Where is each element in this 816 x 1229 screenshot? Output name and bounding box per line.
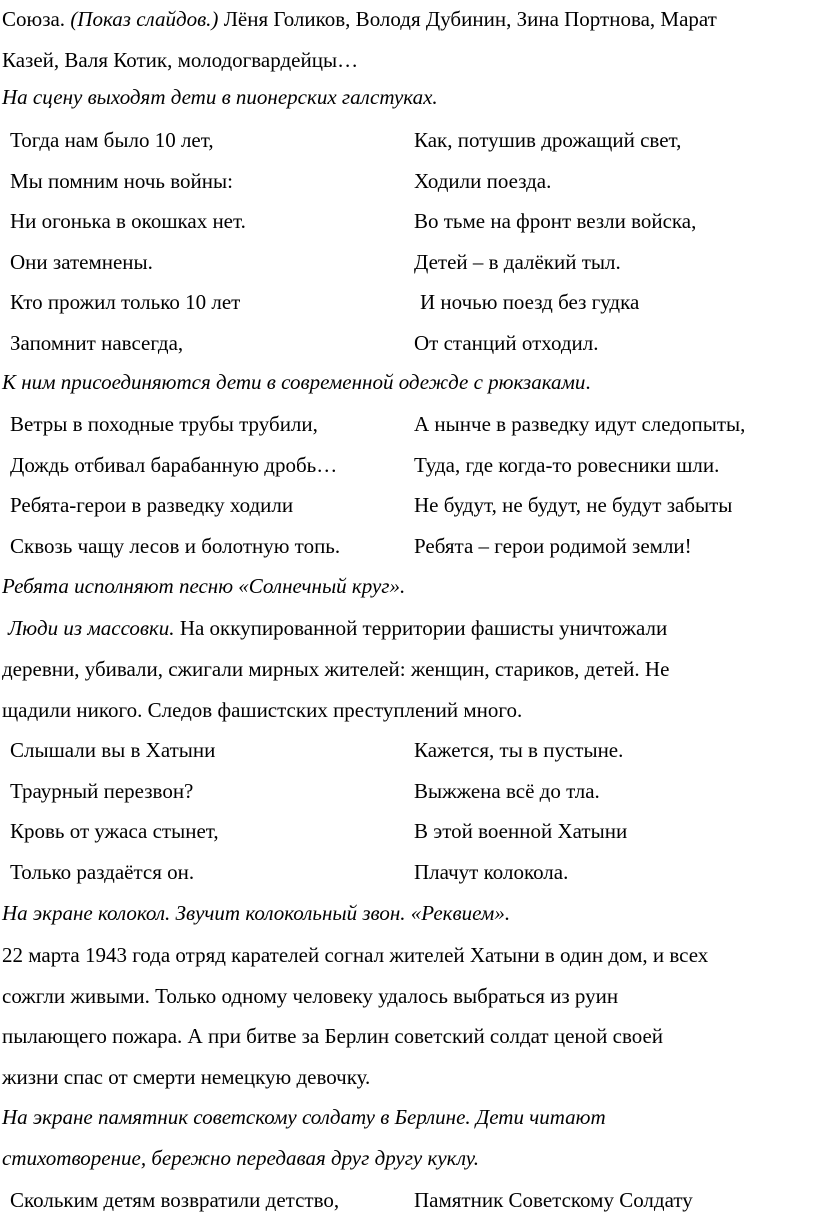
poem3-row — [0, 859, 816, 885]
intro-line-1 — [2, 6, 816, 32]
poem3-row — [0, 818, 816, 844]
poem1-right-line: От станций отходил. — [414, 331, 599, 355]
poem4-right-line: Памятник Советскому Солдату — [414, 1188, 693, 1212]
poem1-right-line: Детей – в далёкий тыл. — [414, 250, 621, 274]
stage-direction-1: На сцену выходят дети в пионерских галстуках. — [2, 85, 438, 109]
crowd-speaker: Люди из массовки. — [8, 616, 175, 640]
poem1-left-line: Они затемнены. — [10, 250, 153, 274]
poem3-right-line: Плачут колокола. — [414, 860, 569, 884]
poem2-row — [0, 492, 816, 518]
poem1-row — [0, 330, 816, 356]
poem3-left-line: Траурный перезвон? — [10, 779, 194, 803]
poem1-left-line: Ни огонька в окошках нет. — [10, 209, 246, 233]
poem1-row — [0, 168, 816, 194]
poem4-left-line: Скольким детям возвратили детство, — [10, 1188, 340, 1212]
poem3-right-line: Выжжена всё до тла. — [414, 779, 600, 803]
poem3-left-line: Слышали вы в Хатыни — [10, 738, 216, 762]
poem3-right-line: Кажется, ты в пустыне. — [414, 738, 624, 762]
intro-line-1-rest: Лёня Голиков, Володя Дубинин, Зина Портнова, Марат — [218, 7, 717, 31]
poem2-right-line: Ребята – герои родимой земли! — [414, 534, 692, 558]
poem3-right-line: В этой военной Хатыни — [414, 819, 628, 843]
poem1-right-line: Во тьме на фронт везли войска, — [414, 209, 697, 233]
poem1-right-line: Ходили поезда. — [414, 169, 552, 193]
poem1-row — [0, 249, 816, 275]
poem1-right-line: И ночью поезд без гудка — [420, 290, 640, 314]
poem2-left-line: Дождь отбивал барабанную дробь… — [10, 453, 338, 477]
poem3-row — [0, 737, 816, 763]
poem2-right-line: Не будут, не будут, не будут забыты — [414, 493, 733, 517]
poem3-left-line: Только раздаётся он. — [10, 860, 195, 884]
poem1-left-line: Мы помним ночь войны: — [10, 169, 233, 193]
poem1-row — [0, 127, 816, 153]
poem1-row — [0, 208, 816, 234]
poem1-right-line: Как, потушив дрожащий свет, — [414, 128, 682, 152]
crowd-line-1 — [8, 615, 816, 641]
poem3-left-line: Кровь от ужаса стынет, — [10, 819, 219, 843]
poem2-left-line: Ветры в походные трубы трубили, — [10, 412, 318, 436]
poem1-row — [0, 289, 816, 315]
crowd-line-1-rest: На оккупированной территории фашисты уничтожали — [174, 616, 668, 640]
stage-direction-4: На экране колокол. Звучит колокольный звон. «Реквием». — [2, 901, 511, 925]
poem2-row — [0, 411, 816, 437]
poem2-right-line: А нынче в разведку идут следопыты, — [414, 412, 746, 436]
poem1-left-line: Запомнит навсегда, — [10, 331, 184, 355]
para-line: жизни спас от смерти немецкую девочку. — [2, 1065, 371, 1089]
poem3-row — [0, 778, 816, 804]
intro-line-2: Казей, Валя Котик, молодогвардейцы… — [2, 48, 359, 72]
para-line: пылающего пожара. А при битве за Берлин советский солдат ценой своей — [2, 1024, 664, 1048]
poem2-right-line: Туда, где когда-то ровесники шли. — [414, 453, 720, 477]
stage-direction-5: стихотворение, бережно передавая друг другу куклу. — [2, 1146, 480, 1170]
intro-prefix: Союза. — [2, 7, 71, 31]
poem1-left-line: Тогда нам было 10 лет, — [10, 128, 214, 152]
poem2-row — [0, 533, 816, 559]
poem2-left-line: Ребята-герои в разведку ходили — [10, 493, 294, 517]
stage-direction-2: К ним присоединяются дети в современной одежде с рюкзаками. — [2, 370, 591, 394]
poem4-row — [0, 1187, 816, 1213]
stage-direction-3: Ребята исполняют песню «Солнечный круг». — [2, 574, 406, 598]
poem2-row — [0, 452, 816, 478]
slides-note: (Показ слайдов.) — [70, 7, 219, 31]
crowd-line-3: щадили никого. Следов фашистских преступлений много. — [2, 698, 523, 722]
poem1-left-line: Кто прожил только 10 лет — [10, 290, 241, 314]
poem2-left-line: Сквозь чащу лесов и болотную топь. — [10, 534, 341, 558]
stage-direction-5: На экране памятник советскому солдату в Берлине. Дети читают — [2, 1105, 606, 1129]
para-line: сожгли живыми. Только одному человеку удалось выбраться из руин — [2, 984, 619, 1008]
para-line: 22 марта 1943 года отряд карателей согнал жителей Хатыни в один дом, и всех — [2, 943, 709, 967]
crowd-line-2: деревни, убивали, сжигали мирных жителей: женщин, стариков, детей. Не — [2, 657, 670, 681]
